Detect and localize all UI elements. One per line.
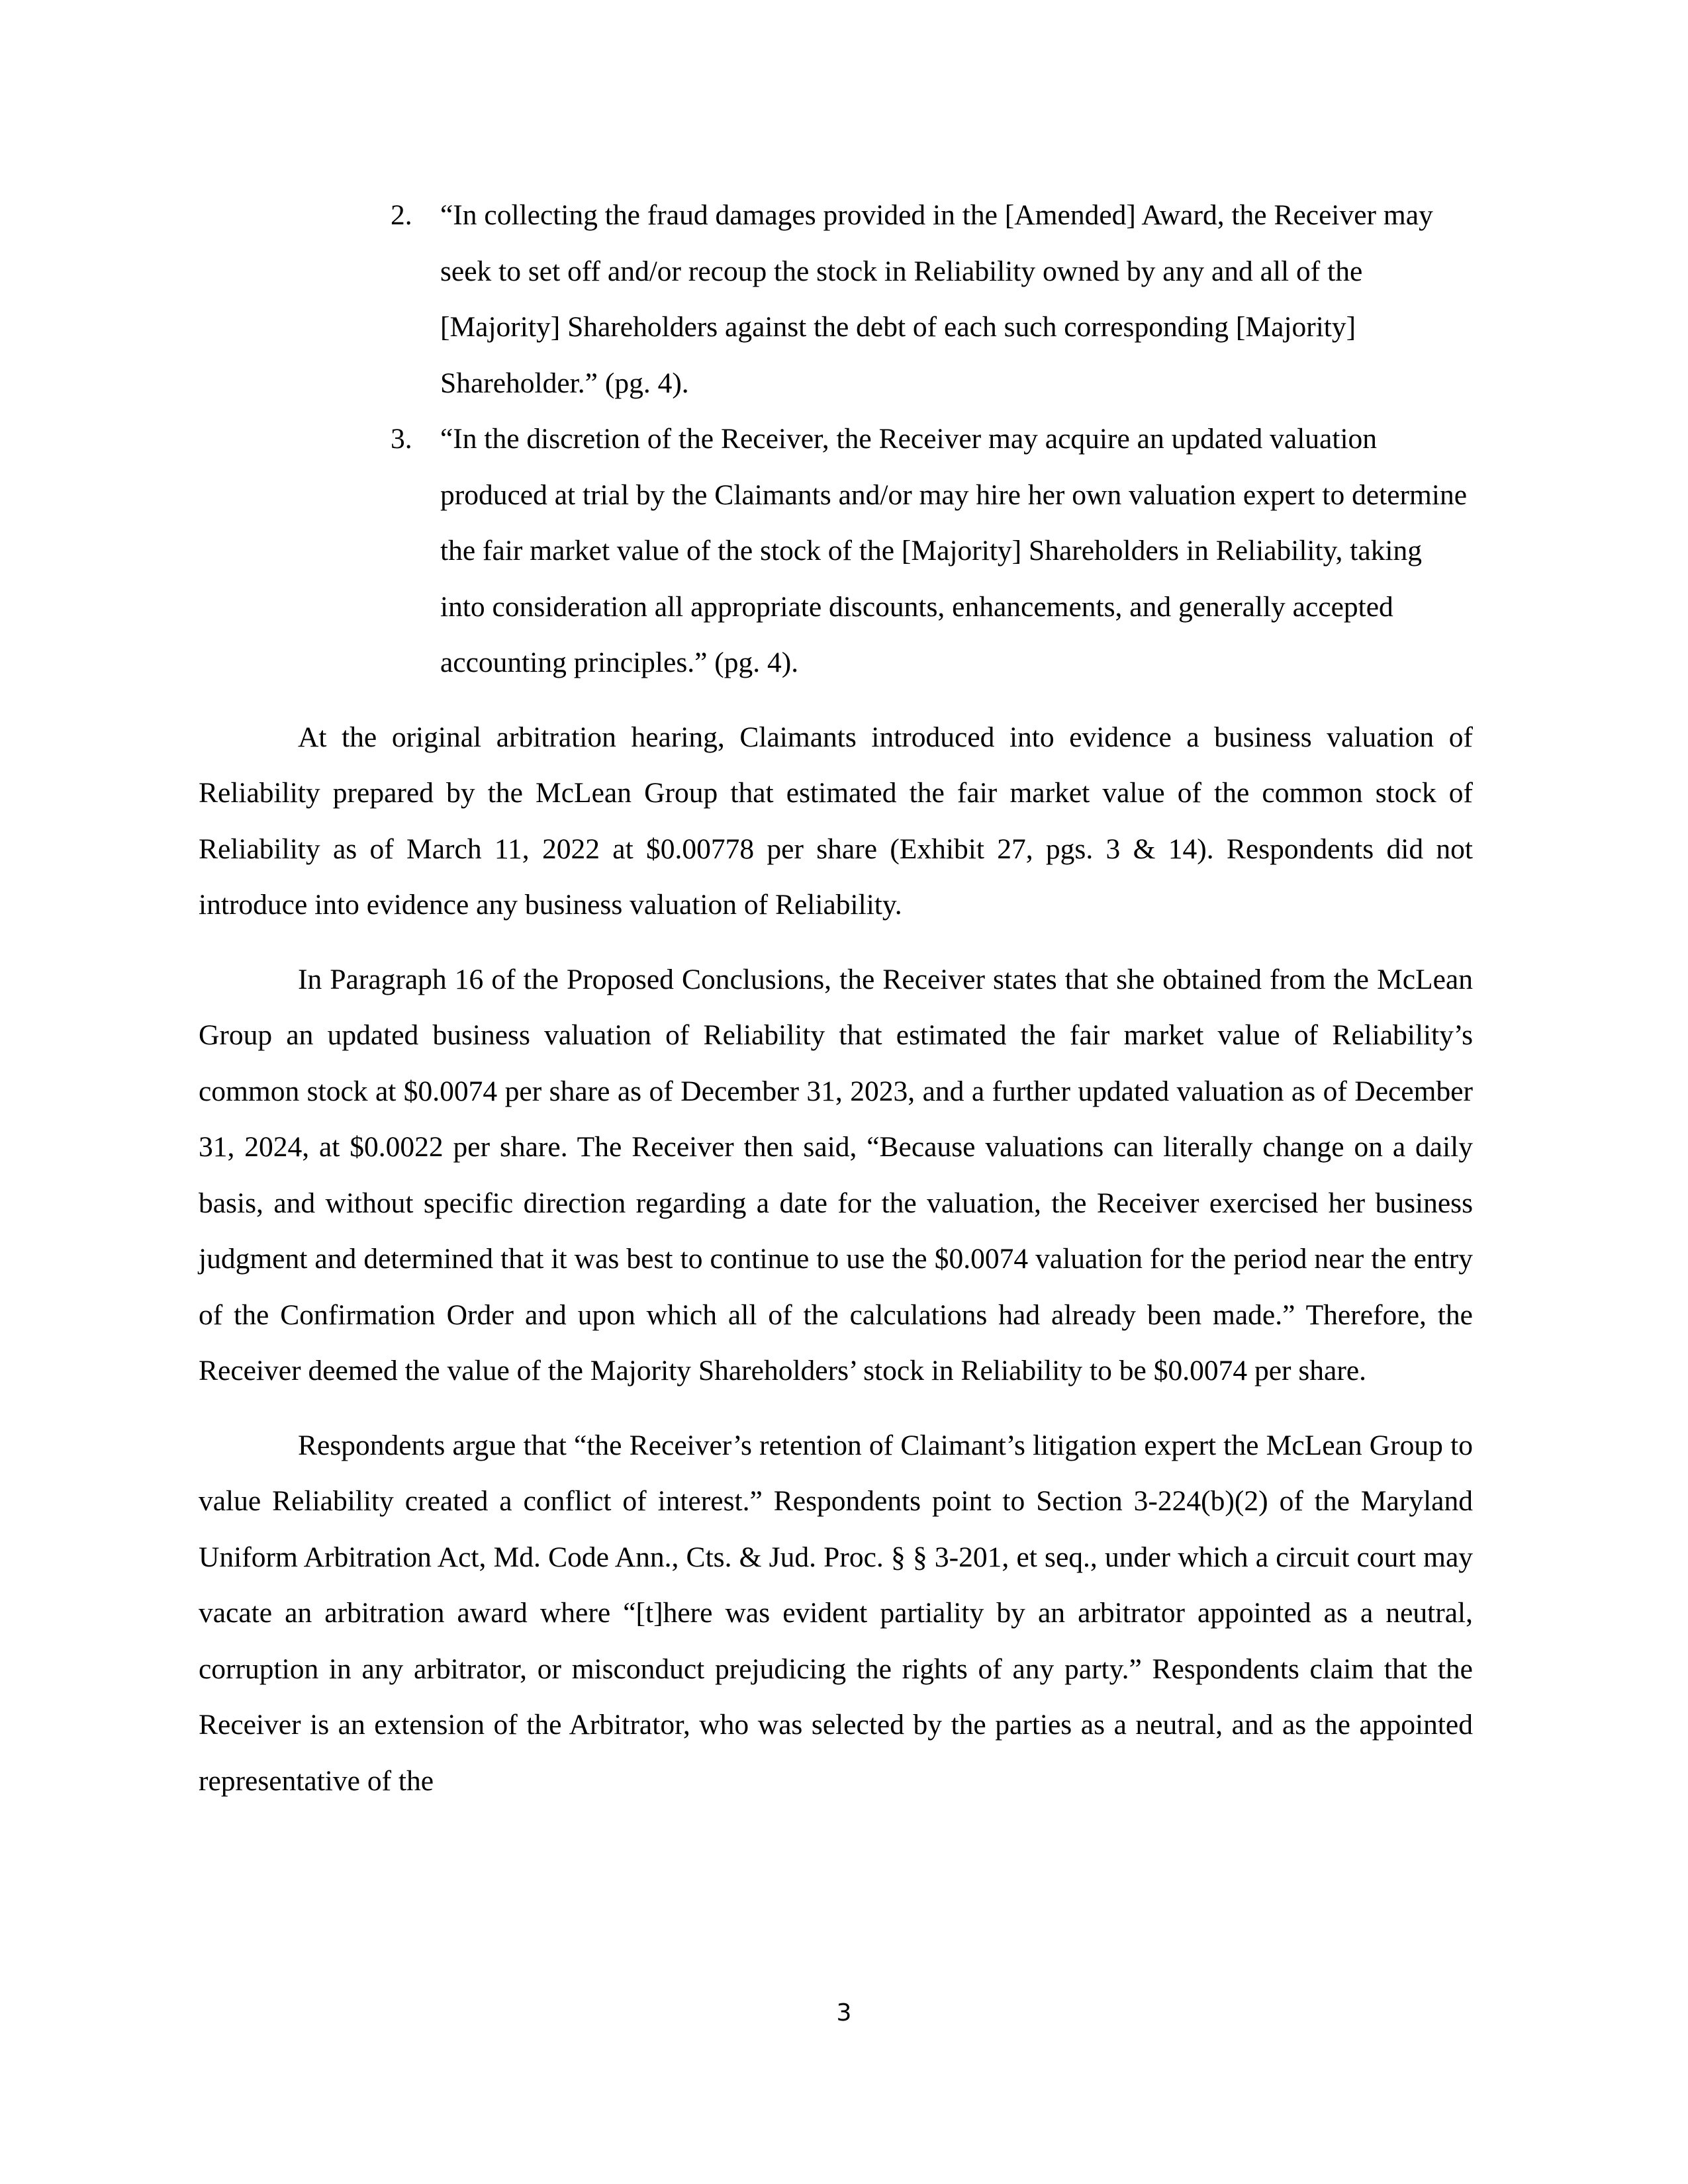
quoted-provisions-list	[199, 187, 1473, 691]
list-item	[391, 411, 1473, 691]
list-marker: 3.	[391, 423, 412, 455]
paragraph-original-valuation: At the original arbitration hearing, Claimants introduced into evidence a business valuation of Reliability prepared by the McLean Group that estimated the fair market value of the common stock of Reliability as of March 11, 2022 at $0.00778 per share (Exhibit 27, pgs. 3 & 14). Respondents did not introduce into evidence any business valuation of Reliability.	[199, 721, 1473, 921]
document-body	[199, 187, 1473, 1809]
list-marker: 2.	[391, 199, 412, 231]
paragraph-updated-valuation: In Paragraph 16 of the Proposed Conclusions, the Receiver states that she obtained from the McLean Group an updated business valuation of Reliability that estimated the fair market value of Reliability’s common stock at $0.0074 per share as of December 31, 2023, and a further updated valuation as of December 31, 2024, at $0.0022 per share. The Receiver then said, “Because valuations can literally change on a daily basis, and without specific direction regarding a date for the valuation, the Receiver exercised her business judgment and determined that it was best to continue to use the $0.0074 valuation for the period near the entry of the Confirmation Order and upon which all of the calculations had already been made.” Therefore, the Receiver deemed the value of the Majority Shareholders’ stock in Reliability to be $0.0074 per share.	[199, 963, 1473, 1387]
list-item	[391, 187, 1473, 411]
paragraph-conflict-argument: Respondents argue that “the Receiver’s retention of Claimant’s litigation expert the McLean Group to value Reliability created a conflict of interest.” Respondents point to Section 3-224(b)(2) of the Maryland Uniform Arbitration Act, Md. Code Ann., Cts. & Jud. Proc. § § 3-201, et seq., under which a circuit court may vacate an arbitration award where “[t]here was evident partiality by an arbitrator appointed as a neutral, corruption in any arbitrator, or misconduct prejudicing the rights of any party.” Respondents claim that the Receiver is an extension of the Arbitrator, who was selected by the parties as a neutral, and as the appointed representative of the	[199, 1429, 1473, 1797]
list-item-text: “In the discretion of the Receiver, the Receiver may acquire an updated valuation produced at trial by the Claimants and/or may hire her own valuation expert to determine the fair market value of the stock of the [Majority] Shareholders in Reliability, taking into consideration all appropriate discounts, enhancements, and generally accepted accounting principles.” (pg. 4).	[440, 423, 1468, 678]
page-number: 3	[836, 1999, 852, 2026]
list-item-text: “In collecting the fraud damages provided in the [Amended] Award, the Receiver may seek to set off and/or recoup the stock in Reliability owned by any and all of the [Majority] Shareholders against the debt of each such corresponding [Majority] Shareholder.” (pg. 4).	[440, 199, 1433, 399]
